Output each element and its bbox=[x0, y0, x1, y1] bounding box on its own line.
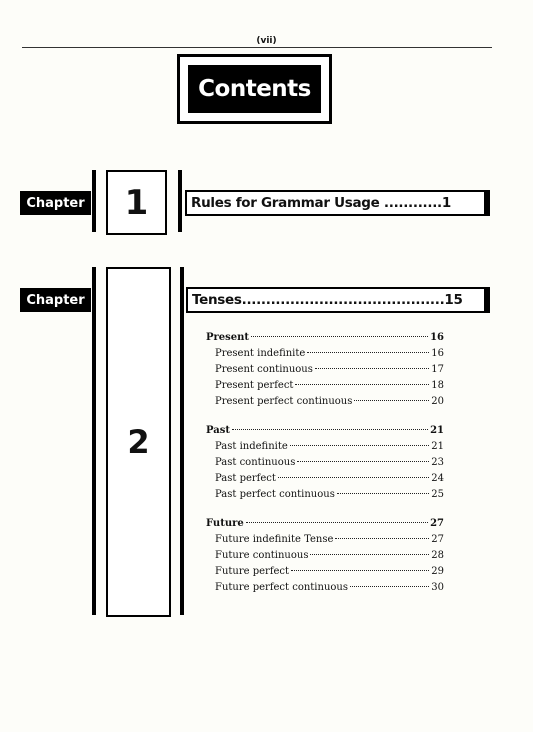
toc-label: Past continuous bbox=[215, 457, 296, 468]
header-rule bbox=[22, 47, 492, 48]
toc-label: Future perfect continuous bbox=[215, 582, 348, 593]
toc-page: 27 bbox=[431, 534, 444, 545]
toc-label: Past perfect continuous bbox=[215, 489, 335, 500]
toc-label: Past indefinite bbox=[215, 441, 288, 452]
toc-item[interactable] bbox=[206, 439, 444, 455]
dot-leader bbox=[297, 461, 429, 462]
toc-page: 25 bbox=[431, 489, 444, 500]
toc-page: 27 bbox=[430, 518, 444, 529]
toc-label: Past bbox=[206, 425, 230, 436]
dot-leader bbox=[251, 336, 428, 337]
toc-item[interactable] bbox=[206, 378, 444, 394]
dot-leader bbox=[310, 554, 429, 555]
toc-label: Future continuous bbox=[215, 550, 309, 561]
dot-leader bbox=[278, 477, 429, 478]
toc-label: Past perfect bbox=[215, 473, 276, 484]
toc-page: 21 bbox=[430, 425, 444, 436]
chapter-1-right-bar bbox=[178, 170, 182, 232]
toc-item[interactable] bbox=[206, 564, 444, 580]
chapter-1-title: Rules for Grammar Usage ............1 bbox=[185, 190, 490, 216]
toc-item[interactable] bbox=[206, 580, 444, 596]
chapter-2-number: 2 bbox=[106, 267, 171, 617]
toc-item[interactable] bbox=[206, 471, 444, 487]
dot-leader bbox=[290, 445, 429, 446]
toc-section-past[interactable] bbox=[206, 423, 444, 439]
toc-page: 23 bbox=[431, 457, 444, 468]
chapter-1-tag: Chapter bbox=[20, 191, 91, 215]
dot-leader bbox=[315, 368, 429, 369]
toc-page: 24 bbox=[431, 473, 444, 484]
toc-label: Future bbox=[206, 518, 244, 529]
toc-item[interactable] bbox=[206, 548, 444, 564]
toc-label: Future indefinite Tense bbox=[215, 534, 334, 545]
dot-leader bbox=[350, 586, 429, 587]
toc-page: 16 bbox=[430, 332, 444, 343]
toc-item[interactable] bbox=[206, 487, 444, 503]
dot-leader bbox=[295, 384, 429, 385]
toc-item[interactable] bbox=[206, 362, 444, 378]
toc-item[interactable] bbox=[206, 346, 444, 362]
dot-leader bbox=[291, 570, 429, 571]
dot-leader bbox=[335, 538, 429, 539]
toc-item[interactable] bbox=[206, 394, 444, 410]
toc-label: Present continuous bbox=[215, 364, 313, 375]
dot-leader bbox=[354, 400, 429, 401]
toc-page: 17 bbox=[431, 364, 444, 375]
contents-heading-frame bbox=[177, 54, 332, 124]
chapter-2-left-bar bbox=[92, 267, 96, 615]
chapter-2-toc bbox=[206, 330, 444, 596]
chapter-1-number: 1 bbox=[106, 170, 167, 235]
toc-section-present[interactable] bbox=[206, 330, 444, 346]
toc-section-future[interactable] bbox=[206, 516, 444, 532]
toc-page: 28 bbox=[431, 550, 444, 561]
page-number: (vii) bbox=[256, 36, 277, 46]
toc-page: 29 bbox=[431, 566, 444, 577]
toc-label: Future perfect bbox=[215, 566, 290, 577]
dot-leader bbox=[232, 429, 428, 430]
toc-item[interactable] bbox=[206, 532, 444, 548]
chapter-2-right-bar bbox=[180, 267, 184, 615]
toc-label: Present perfect continuous bbox=[215, 396, 353, 407]
toc-label: Present perfect bbox=[215, 380, 294, 391]
toc-page: 30 bbox=[431, 582, 444, 593]
toc-page: 18 bbox=[431, 380, 444, 391]
toc-label: Present indefinite bbox=[215, 348, 306, 359]
dot-leader bbox=[307, 352, 429, 353]
toc-page: 20 bbox=[431, 396, 444, 407]
dot-leader bbox=[337, 493, 429, 494]
chapter-2-title: Tenses..........................................15 bbox=[186, 287, 490, 313]
toc-label: Present bbox=[206, 332, 250, 343]
contents-heading: Contents bbox=[188, 65, 321, 113]
chapter-2-tag: Chapter bbox=[20, 288, 91, 312]
toc-item[interactable] bbox=[206, 455, 444, 471]
toc-page: 21 bbox=[431, 441, 444, 452]
toc-page: 16 bbox=[431, 348, 444, 359]
dot-leader bbox=[246, 522, 428, 523]
chapter-1-left-bar bbox=[92, 170, 96, 232]
